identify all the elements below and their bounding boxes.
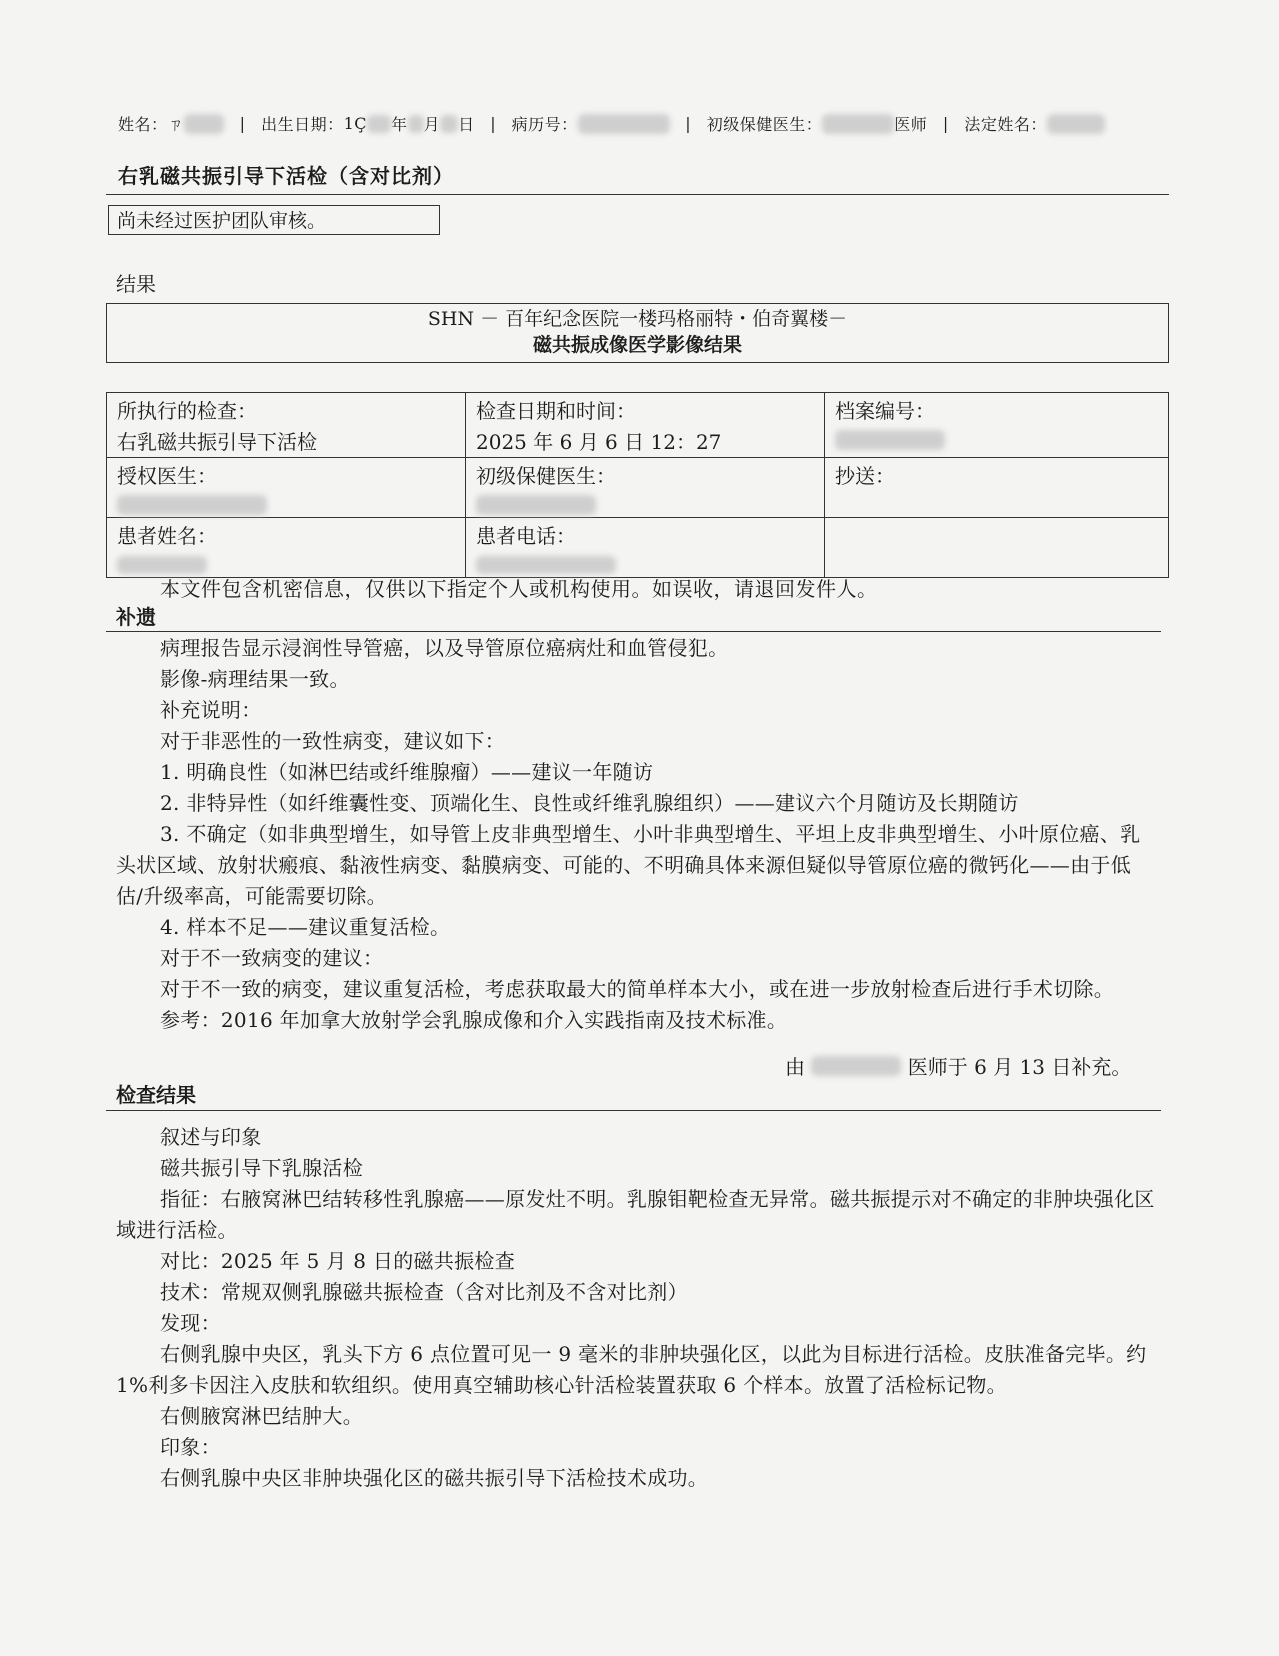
auth-doctor-cell xyxy=(107,458,466,518)
redacted-patient-name xyxy=(117,556,207,574)
findings-line: 印象： xyxy=(160,1435,221,1459)
addendum-heading: 补遗 xyxy=(116,605,156,629)
legal-name-label: 法定姓名： xyxy=(964,115,1047,134)
patient-name-label: 患者姓名： xyxy=(117,524,217,548)
addendum-line: 对于非恶性的一致性病变，建议如下： xyxy=(160,729,506,753)
addendum-line: 影像-病理结果一致。 xyxy=(160,667,350,691)
addendum-body xyxy=(116,633,1156,1036)
results-label: 结果 xyxy=(116,272,156,296)
datetime-label: 检查日期和时间： xyxy=(476,399,636,423)
patient-name-cell xyxy=(107,518,466,578)
procedure-title: 右乳磁共振引导下活检（含对比剂） xyxy=(118,164,454,188)
redacted-dob-month xyxy=(408,115,424,133)
pcp-label: 初级保健医生： xyxy=(706,115,823,134)
findings-line: 右侧腋窝淋巴结肿大。 xyxy=(160,1404,363,1428)
mrn-label: 病历号： xyxy=(511,115,578,134)
title-divider xyxy=(106,194,1169,195)
datetime-cell xyxy=(466,393,825,458)
file-no-label: 档案编号： xyxy=(835,399,935,423)
facility-line: SHN － 百年纪念医院一楼玛格丽特・伯奇翼楼－ xyxy=(427,308,848,330)
pcp-suffix: 医师 xyxy=(894,115,928,134)
findings-heading: 检查结果 xyxy=(116,1083,196,1107)
findings-line: 技术：常规双侧乳腺磁共振检查（含对比剂及不含对比剂） xyxy=(160,1280,688,1304)
patient-phone-cell xyxy=(466,518,825,578)
addendum-signoff xyxy=(785,1051,1131,1080)
redacted-dob-day xyxy=(440,115,458,133)
redacted-file-no xyxy=(835,430,945,450)
dob-month-char: 月 xyxy=(423,115,441,134)
addendum-line: 3. 不确定（如非典型增生，如导管上皮非典型增生、小叶非典型增生、平坦上皮非典型增生、小叶原位癌、乳头状区域、放射状瘢痕、黏液性病变、黏膜病变、可能的、不明确具体来源但疑似导管原位癌的微钙化——由于低估/升级率高，可能需要切除。 xyxy=(116,822,1141,908)
patient-phone-label: 患者电话： xyxy=(476,524,576,548)
confidentiality-notice: 本文件包含机密信息，仅供以下指定个人或机构使用。如误收，请退回发件人。 xyxy=(160,577,878,601)
redacted-pcp xyxy=(822,114,894,134)
cc-cell xyxy=(825,458,1169,518)
facility-box xyxy=(106,303,1169,363)
pcp-cell xyxy=(466,458,825,518)
findings-line: 右侧乳腺中央区，乳头下方 6 点位置可见一 9 毫米的非肿块强化区，以此为目标进行活检。皮肤准备完毕。约 1%利多卡因注入皮肤和软组织。使用真空辅助核心针活检装置获取 6 个样本。放置了活检标记物。 xyxy=(116,1342,1147,1397)
redacted-auth-doctor xyxy=(117,495,267,515)
addendum-line: 1. 明确良性（如淋巴结或纤维腺瘤）——建议一年随访 xyxy=(160,760,654,784)
redacted-signoff-doctor xyxy=(811,1056,901,1076)
exam-label: 所执行的检查： xyxy=(117,399,257,423)
findings-line: 磁共振引导下乳腺活检 xyxy=(160,1156,363,1180)
findings-line: 对比：2025 年 5 月 8 日的磁共振检查 xyxy=(160,1249,516,1273)
redacted-mrn xyxy=(578,114,670,134)
name-partial: ㄗ xyxy=(167,115,185,134)
patient-header: 姓名：ㄗ | 出生日期：1Ç 年 月 日 | 病历号： | 初级保健医生： 医师 | 法定姓名： xyxy=(118,112,1138,135)
findings-line: 右侧乳腺中央区非肿块强化区的磁共振引导下活检技术成功。 xyxy=(160,1466,709,1490)
file-no-cell xyxy=(825,393,1169,458)
cc-label: 抄送： xyxy=(835,464,895,488)
addendum-line: 对于不一致的病变，建议重复活检，考虑获取最大的简单样本大小，或在进一步放射检查后进行手术切除。 xyxy=(160,977,1115,1001)
redacted-name xyxy=(184,114,224,134)
empty-cell xyxy=(825,518,1169,578)
review-notice: 尚未经过医护团队审核。 xyxy=(108,205,440,235)
dob-year-char: 年 xyxy=(391,115,408,134)
findings-line: 指征：右腋窝淋巴结转移性乳腺癌——原发灶不明。乳腺钼靶检查无异常。磁共振提示对不确定的非肿块强化区域进行活检。 xyxy=(116,1187,1155,1242)
exam-cell xyxy=(107,393,466,458)
exam-info-table xyxy=(106,392,1169,578)
signoff-suffix: 医师于 6 月 13 日补充。 xyxy=(907,1055,1132,1079)
findings-body xyxy=(116,1122,1156,1494)
addendum-line: 补充说明： xyxy=(160,698,262,722)
addendum-line: 2. 非特异性（如纤维囊性变、顶端化生、良性或纤维乳腺组织）——建议六个月随访及长期随访 xyxy=(160,791,1019,815)
dob-day-char: 日 xyxy=(458,115,475,134)
redacted-patient-phone xyxy=(476,556,616,574)
name-label: 姓名： xyxy=(118,115,168,134)
addendum-divider xyxy=(106,631,1161,632)
result-type-line: 磁共振成像医学影像结果 xyxy=(532,334,742,356)
addendum-line: 参考：2016 年加拿大放射学会乳腺成像和介入实践指南及技术标准。 xyxy=(160,1008,788,1032)
dob-label: 出生日期： xyxy=(261,115,344,134)
redacted-legal-name xyxy=(1047,114,1105,134)
findings-line: 叙述与印象 xyxy=(160,1125,262,1149)
pcp-table-label: 初级保健医生： xyxy=(476,464,616,488)
addendum-line: 病理报告显示浸润性导管癌，以及导管原位癌病灶和血管侵犯。 xyxy=(160,636,729,660)
auth-doctor-label: 授权医生： xyxy=(117,464,217,488)
signoff-prefix: 由 xyxy=(785,1055,805,1079)
redacted-dob-year xyxy=(367,115,391,133)
exam-value: 右乳磁共振引导下活检 xyxy=(117,430,317,454)
addendum-line: 4. 样本不足——建议重复活检。 xyxy=(160,915,451,939)
findings-line: 发现： xyxy=(160,1311,221,1335)
datetime-value: 2025 年 6 月 6 日 12：27 xyxy=(476,430,722,454)
findings-divider xyxy=(106,1110,1161,1111)
addendum-line: 对于不一致病变的建议： xyxy=(160,946,384,970)
redacted-table-pcp xyxy=(476,495,596,515)
dob-partial: 1Ç xyxy=(343,114,368,133)
